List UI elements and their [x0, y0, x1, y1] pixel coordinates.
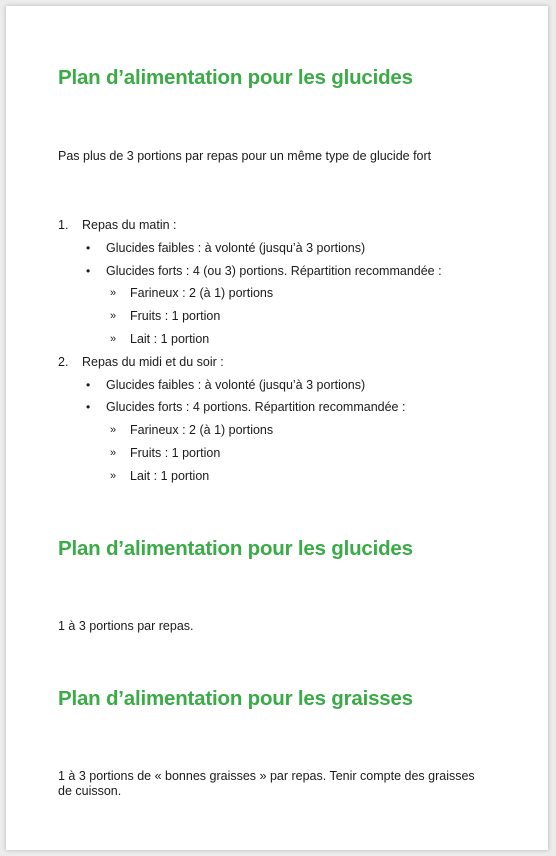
sub-list-item [106, 465, 442, 488]
chevron-right-icon: » [110, 424, 117, 437]
meal-label: Repas du midi et du soir : [82, 354, 224, 369]
list-item-label: Glucides forts : 4 (ou 3) portions. Répartition recommandée : [106, 263, 442, 278]
list-item [82, 237, 442, 260]
section-title-glucides-2: Plan d’alimentation pour les glucides [58, 537, 413, 560]
sub-list-item-label: Farineux : 2 (à 1) portions [130, 423, 274, 438]
list-item [82, 260, 442, 351]
list-number: 1. [58, 218, 69, 232]
meal-item-morning [58, 214, 442, 351]
sub-list-item-label: Lait : 1 portion [130, 468, 210, 483]
sub-list-item [106, 305, 442, 328]
sub-list-item [106, 328, 442, 351]
meal-plan-list [58, 214, 442, 488]
bullet-icon: • [86, 377, 91, 392]
section-title-graisses: Plan d’alimentation pour les graisses [58, 687, 413, 710]
bullet-icon: • [86, 263, 91, 278]
document-page [6, 6, 548, 850]
section-intro: Pas plus de 3 portions par repas pour un même type de glucide fort [58, 149, 432, 163]
sub-list-item [106, 442, 442, 465]
section-body: 1 à 3 portions de « bonnes graisses » par repas. Tenir compte des graisses de cuisson. [58, 769, 475, 798]
meal-label: Repas du matin : [82, 218, 177, 232]
sub-list-item-label: Fruits : 1 portion [130, 309, 221, 324]
bullet-icon: • [86, 400, 91, 415]
chevron-right-icon: » [110, 287, 117, 300]
sub-list-item-label: Fruits : 1 portion [130, 445, 221, 460]
chevron-right-icon: » [110, 332, 117, 345]
list-item [82, 374, 442, 397]
section-title-glucides: Plan d’alimentation pour les glucides [58, 66, 413, 89]
section-body: 1 à 3 portions par repas. [58, 619, 194, 633]
sub-list-item [106, 282, 442, 305]
meal-item-noon-evening [58, 351, 442, 488]
list-item-label: Glucides forts : 4 portions. Répartition recommandée : [106, 400, 406, 415]
sub-list-item-label: Farineux : 2 (à 1) portions [130, 286, 274, 301]
chevron-right-icon: » [110, 469, 117, 482]
list-item-label: Glucides faibles : à volonté (jusqu’à 3 portions) [106, 377, 366, 392]
chevron-right-icon: » [110, 446, 117, 459]
chevron-right-icon: » [110, 310, 117, 323]
sub-list-item [106, 419, 442, 442]
list-number: 2. [58, 354, 69, 369]
sub-list-item-label: Lait : 1 portion [130, 331, 210, 346]
bullet-icon: • [86, 240, 91, 255]
list-item [82, 396, 442, 487]
list-item-label: Glucides faibles : à volonté (jusqu’à 3 portions) [106, 240, 366, 255]
